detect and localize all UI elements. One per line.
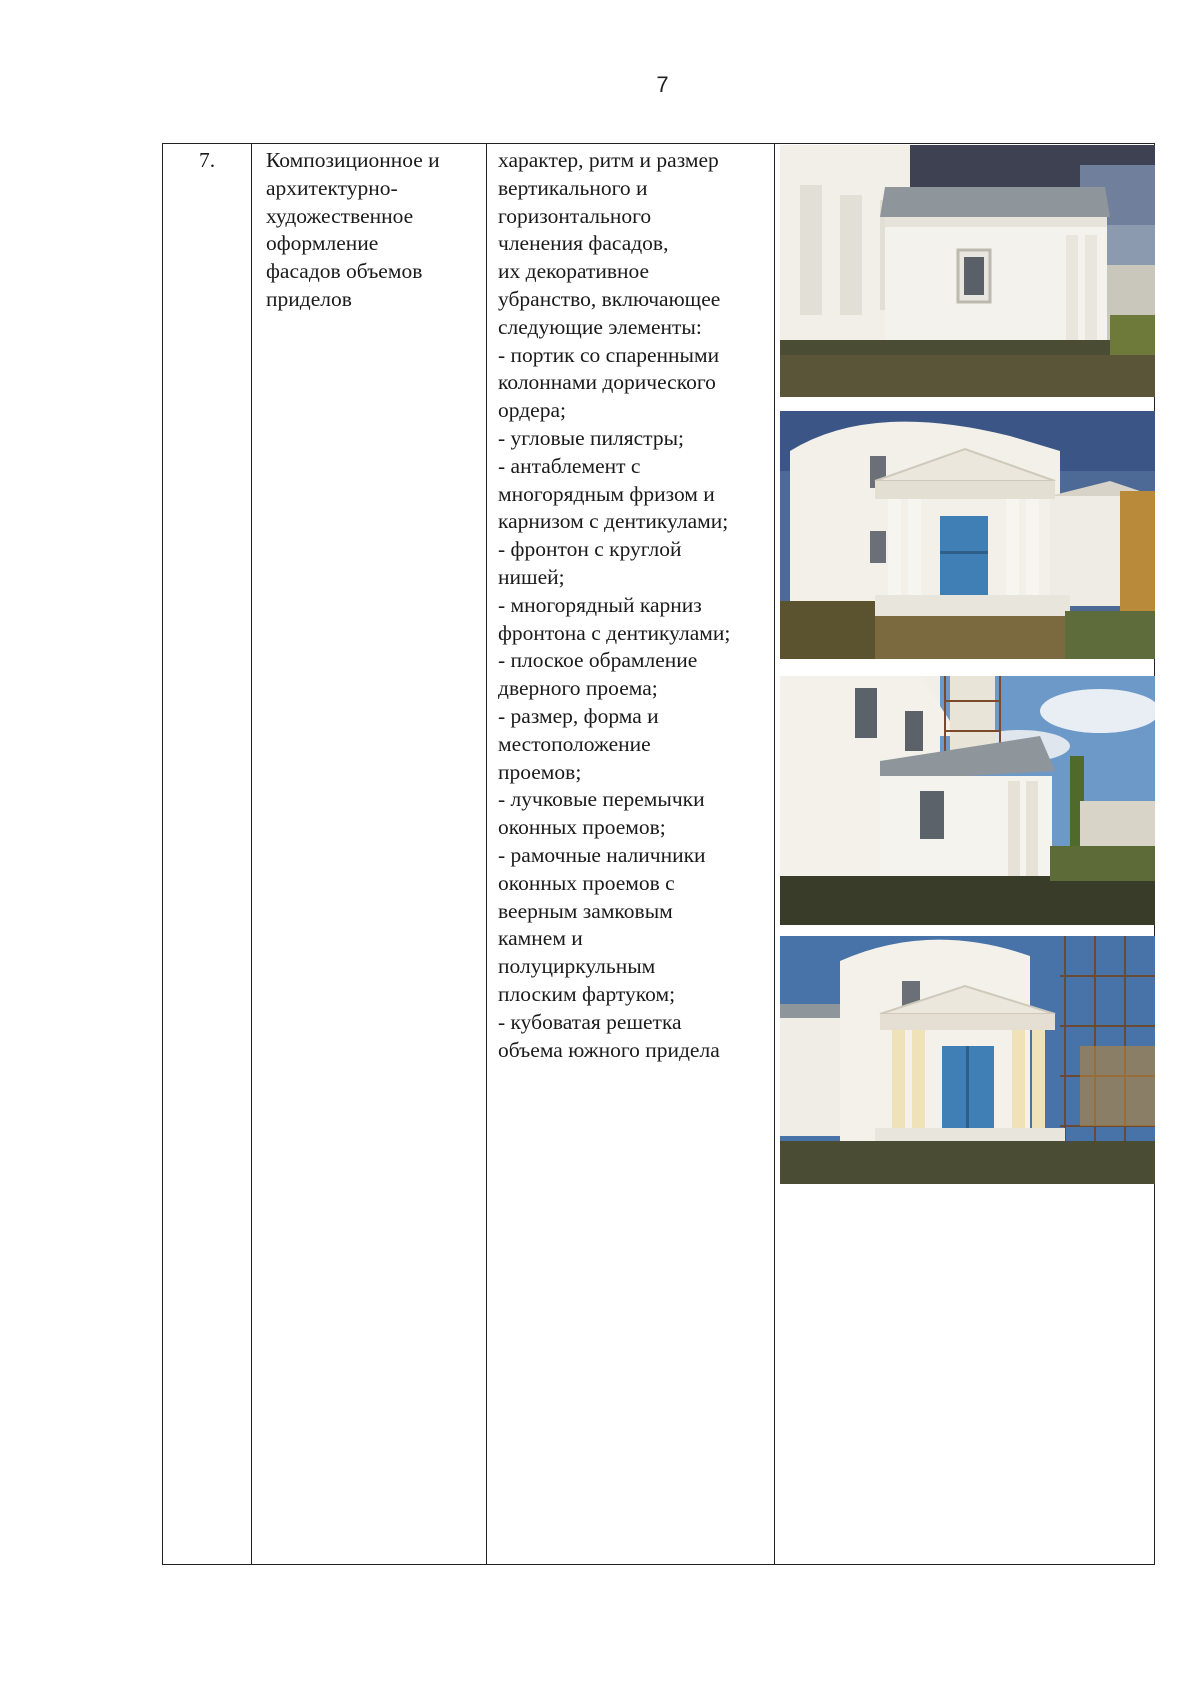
description-line: характер, ритм и размер (498, 148, 719, 172)
name-line: художественное (266, 203, 414, 228)
element-name-cell (251, 144, 486, 1564)
row-number: 7. (198, 148, 216, 172)
attributes-table (162, 143, 1155, 1565)
description-line: - угловые пилястры; (498, 425, 685, 450)
description-line: горизонтального (498, 203, 652, 228)
description-line: полуциркульным (498, 954, 656, 979)
description-line: плоским фартуком; (498, 981, 676, 1006)
facade-photo-2 (780, 411, 1155, 659)
name-line: Композиционное и (266, 148, 440, 172)
description-line: - размер, форма и (498, 703, 659, 728)
description-line: объема южного придела (498, 1037, 720, 1062)
description-line: - фронтон с круглой (498, 537, 682, 562)
description-line: - плоское обрамление (498, 648, 698, 673)
description-line: веерным замковым (498, 898, 673, 923)
row-number-cell (163, 144, 251, 1564)
photos-cell (774, 144, 1154, 1564)
description-line: следующие элементы: (498, 314, 702, 339)
description-line: - кубоватая решетка (498, 1009, 682, 1034)
description-line: местоположение (498, 731, 651, 756)
description-line: вертикального и (498, 175, 648, 200)
description-line: оконных проемов; (498, 815, 666, 840)
name-line: приделов (266, 286, 352, 311)
facade-photo-3 (780, 676, 1155, 925)
facade-photo-1 (780, 145, 1155, 397)
description-line: убранство, включающее (498, 286, 721, 311)
description-line: дверного проема; (498, 676, 658, 701)
name-line: фасадов объемов (266, 259, 423, 284)
description-line: нишей; (498, 564, 565, 589)
description-line: многорядным фризом и (498, 481, 715, 506)
name-line: архитектурно- (266, 175, 398, 200)
description-line: проемов; (498, 759, 582, 784)
description-line: ордера; (498, 398, 566, 423)
description-line: - портик со спаренными (498, 342, 720, 367)
description-line: карнизом с дентикулами; (498, 509, 729, 534)
description-line: - многорядный карниз (498, 592, 702, 617)
description-line: камнем и (498, 926, 583, 951)
description-line: - рамочные наличники (498, 842, 706, 867)
facade-photo-4 (780, 936, 1155, 1184)
description-line: - антаблемент с (498, 453, 641, 478)
description-cell (486, 144, 774, 1564)
page-number: 7 (656, 72, 669, 97)
description-line: их декоративное (498, 259, 650, 284)
description-line: колоннами дорического (498, 370, 716, 395)
description-line: фронтона с дентикулами; (498, 620, 731, 645)
description-line: членения фасадов, (498, 231, 669, 256)
description-line: - лучковые перемычки (498, 787, 705, 812)
description-line: оконных проемов с (498, 870, 675, 895)
name-line: оформление (266, 231, 379, 256)
